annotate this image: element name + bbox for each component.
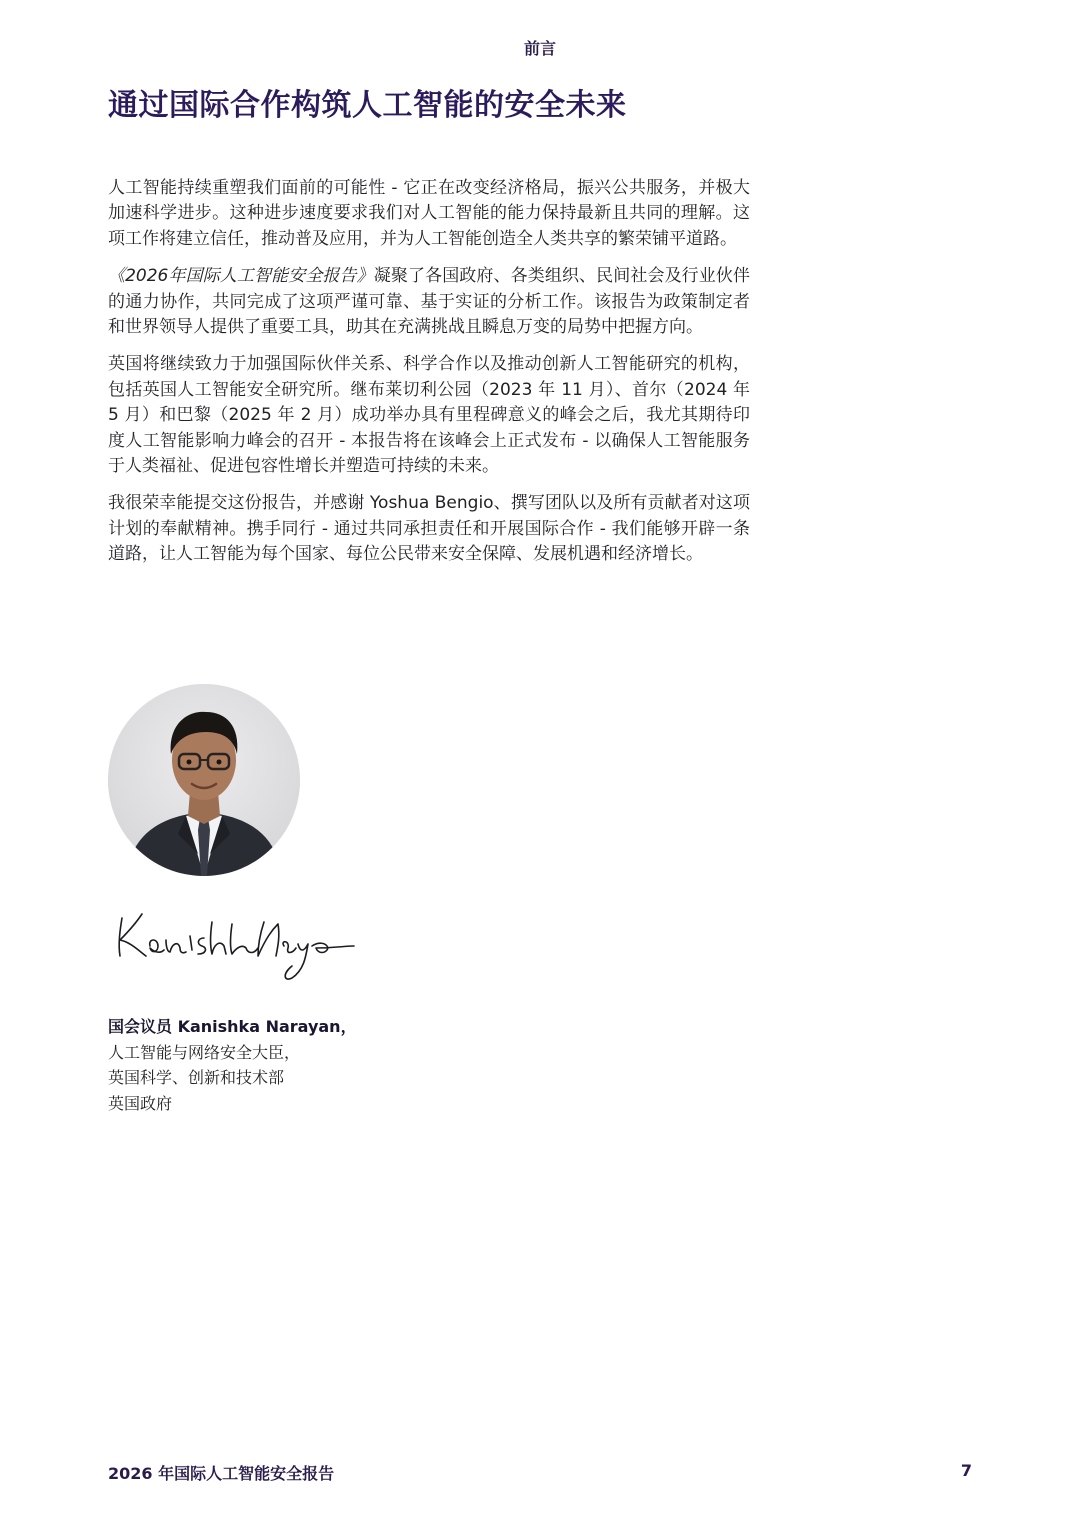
author-government: 英国政府 — [108, 1093, 173, 1113]
author-role: 人工智能与网络安全大臣， — [108, 1042, 301, 1062]
footer-page-number: 7 — [960, 1461, 972, 1480]
portrait-illustration — [108, 684, 300, 876]
paragraph-2 — [108, 264, 750, 340]
author-name: 国会议员 Kanishka Narayan， — [108, 1017, 357, 1036]
section-header-label: 前言 — [523, 39, 556, 58]
paragraph-3: 英国将继续致力于加强国际伙伴关系、科学合作以及推动创新人工智能研究的机构，包括英国人工智能安全研究所。继布莱切利公园（2023 年 11 月）、首尔（2024 年 5 月）和巴黎（2025 年 2 月）成功举办具有里程碑意义的峰会之后，我尤其期待印度人工智能影响力峰会的召开 - 本报告将在该峰会上正式发布 - 以确保人工智能服务于人类福祉、促进包容性增长并塑造可持续的未来。 — [108, 354, 750, 477]
footer-report-title: 2026 年国际人工智能安全报告 — [108, 1464, 335, 1483]
foreword-body — [108, 176, 750, 580]
handwritten-signature — [108, 900, 358, 990]
page-title: 通过国际合作构筑人工智能的安全未来 — [108, 88, 627, 123]
paragraph-4: 我很荣幸能提交这份报告，并感谢 Yoshua Bengio、撰写团队以及所有贡献者对这项计划的奉献精神。携手同行 - 通过共同承担责任和开展国际合作 - 我们能够开辟一条道路，让人工智能为每个国家、每位公民带来安全保障、发展机遇和经济增长。 — [108, 493, 750, 565]
author-department: 英国科学、创新和技术部 — [108, 1068, 285, 1087]
paragraph-1: 人工智能持续重塑我们面前的可能性 - 它正在改变经济格局，振兴公共服务，并极大加速科学进步。这种进步速度要求我们对人工智能的能力保持最新且共同的理解。这项工作将建立信任，推动普及应用，并为人工智能创造全人类共享的繁荣铺平道路。 — [108, 178, 750, 249]
signature-drawing — [108, 900, 358, 990]
author-signoff — [108, 1014, 608, 1116]
report-title-italic: 《2026年国际人工智能安全报告》 — [108, 266, 374, 287]
paragraph-2-text: 凝聚了各国政府、各类组织、民间社会及行业伙伴的通力协作，共同完成了这项严谨可靠、基于实证的分析工作。该报告为政策制定者和世界领导人提供了重要工具，助其在充满挑战且瞬息万变的局势中把握方向。 — [108, 266, 751, 338]
author-portrait — [108, 684, 300, 876]
